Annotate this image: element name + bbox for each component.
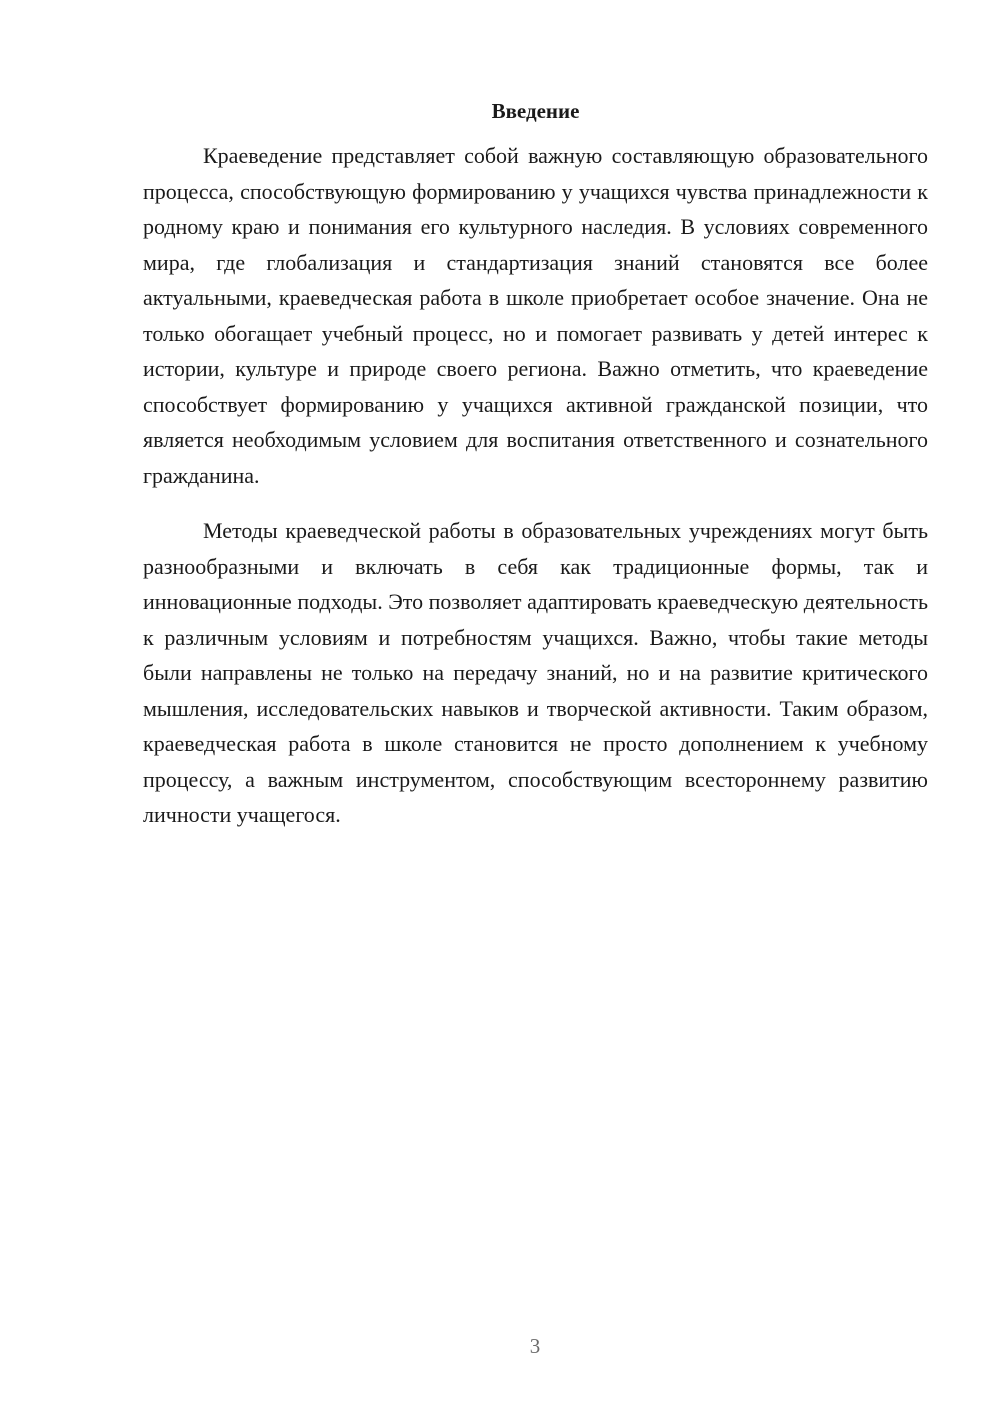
page-number: 3 — [529, 1334, 541, 1358]
section-title: Введение — [491, 99, 580, 123]
paragraph-2: Методы краеведческой работы в образовательных учреждениях могут быть разнообразными и включать в себя как традиционные формы, так и инновационные подходы. Это позволяет адаптировать краеведческую деятельность к различным условиям и потребностям учащихся. Важно, чтобы такие методы были направлены не только на передачу знаний, но и на развитие критического мышления, исследовательских навыков и творческой активности. Таким образом, краеведческая работа в школе становится не просто дополнением к учебному процессу, а важным инструментом, способствующим всестороннему развитию личности учащегося. — [143, 518, 928, 827]
paragraph-1: Краеведение представляет собой важную составляющую образовательного процесса, способствующую формированию у учащихся чувства принадлежности к родному краю и понимания его культурного наследия. В условиях современного мира, где глобализация и стандартизация знаний становятся все более актуальными, краеведческая работа в школе приобретает особое значение. Она не только обогащает учебный процесс, но и помогает развивать у детей интерес к истории, культуре и природе своего региона. Важно отметить, что краеведение способствует формированию у учащихся активной гражданской позиции, что является необходимым условием для воспитания ответственного и сознательного гражданина. — [143, 143, 928, 488]
page-content — [143, 96, 928, 833]
